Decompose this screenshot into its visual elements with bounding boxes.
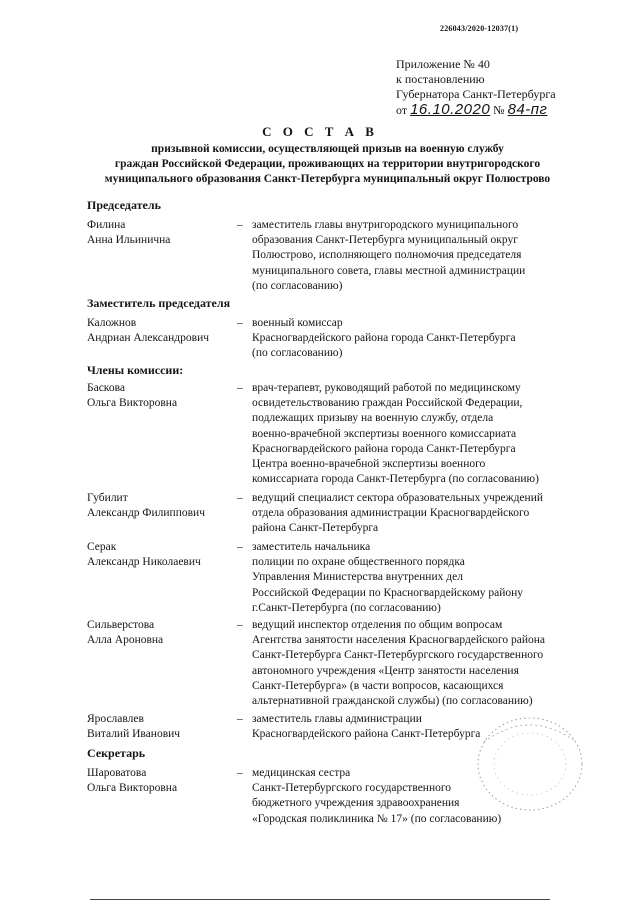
role-line: муниципального совета, главы местной администрации: [252, 264, 526, 277]
given-names: Александр Николаевич: [87, 556, 201, 569]
given-names: Анна Ильинична: [87, 234, 171, 247]
surname: Баскова: [87, 382, 125, 394]
surname: Сильверстова: [87, 619, 155, 631]
dash: –: [237, 767, 243, 779]
given-names: Виталий Иванович: [87, 728, 181, 741]
dash: –: [237, 219, 243, 231]
subtitle-line: муниципального образования Санкт-Петербурга муниципальный округ Полюстрово: [104, 173, 551, 185]
decree-number: 84-пг: [507, 101, 548, 118]
given-names: Александр Филиппович: [87, 507, 205, 520]
member-role: [252, 491, 622, 537]
member-name: [87, 381, 237, 411]
role-line: Санкт-Петербурга» (в части вопросов, касающихся: [252, 679, 504, 692]
role-line: ведущий специалист сектора образовательных учреждений: [252, 492, 544, 504]
member-name: [87, 766, 237, 796]
given-names: Алла Ароновна: [87, 634, 164, 647]
dash: –: [237, 492, 243, 504]
member-role: [252, 316, 622, 362]
dash: –: [237, 541, 243, 553]
role-line: Санкт-Петербургского государственного: [252, 782, 452, 795]
document-title: С О С Т А В: [262, 124, 378, 139]
seal-stamp: [470, 712, 590, 817]
dash: –: [237, 713, 243, 725]
section-chair: Председатель: [87, 198, 161, 212]
surname: Ярославлев: [87, 713, 144, 725]
member-role: [252, 618, 622, 709]
role-line: отдела образования администрации Красногвардейского: [252, 507, 530, 520]
member-role: [252, 218, 622, 294]
role-line: военно-врачебной экспертизы военного комиссариата: [252, 427, 517, 440]
appendix-block: [396, 57, 556, 118]
given-names: Андриан Александрович: [87, 332, 210, 345]
member-name: [87, 218, 237, 248]
bottom-rule: [90, 899, 550, 900]
document-number: 226043/2020-12037(1): [440, 24, 519, 33]
role-line: заместитель начальника: [252, 541, 371, 553]
role-line: Центра военно-врачебной экспертизы военного: [252, 458, 486, 471]
role-line: медицинская сестра: [252, 767, 351, 779]
role-line: Управления Министерства внутренних дел: [252, 571, 463, 584]
dash: –: [237, 619, 243, 631]
role-line: Красногвардейского района Санкт-Петербурга: [252, 728, 481, 741]
section-deputy: Заместитель председателя: [87, 296, 231, 310]
document-subtitle: [60, 142, 595, 187]
subtitle-line: граждан Российской Федерации, проживающих на территории внутригородского: [114, 158, 541, 170]
role-line: освидетельствованию граждан Российской Федерации,: [252, 397, 523, 410]
section-members: Члены комиссии:: [87, 363, 184, 377]
member-name: [87, 316, 237, 346]
role-line: Санкт-Петербурга Санкт-Петербургского государственного: [252, 649, 544, 662]
role-line: бюджетного учреждения здравоохранения: [252, 797, 460, 810]
member-role: [252, 381, 622, 487]
role-line: Российской Федерации по Красногвардейскому району: [252, 586, 524, 599]
appendix-line-1: Приложение № 40: [396, 57, 490, 71]
role-line: подлежащих призыву на военную службу, отдела: [252, 412, 494, 425]
decree-date: 16.10.2020: [410, 101, 491, 118]
surname: Шароватова: [87, 767, 147, 779]
role-line: Красногвардейского района города Санкт-Петербурга: [252, 332, 516, 345]
role-line: заместитель главы администрации: [252, 713, 422, 725]
surname: Каложнов: [87, 317, 137, 329]
surname: Серак: [87, 541, 117, 553]
surname: Филина: [87, 219, 126, 231]
date-prefix: от: [396, 103, 408, 117]
member-name: [87, 540, 237, 570]
dash: –: [237, 317, 243, 329]
role-line: заместитель главы внутригородского муниципального: [252, 219, 519, 231]
surname: Губилит: [87, 492, 128, 504]
member-name: [87, 491, 237, 521]
member-name: [87, 618, 237, 648]
role-line: (по согласованию): [252, 347, 343, 360]
role-line: альтернативной гражданской службы) (по согласованию): [252, 695, 533, 708]
member-name: [87, 712, 237, 742]
section-secretary: Секретарь: [87, 746, 146, 760]
appendix-line-2: к постановлению: [396, 72, 485, 86]
role-line: Агентства занятости населения Красногвардейского района: [252, 634, 546, 647]
role-line: (по согласованию): [252, 279, 343, 292]
member-role: [252, 540, 622, 616]
role-line: комиссариата города Санкт-Петербурга (по согласованию): [252, 473, 539, 486]
number-prefix: №: [493, 103, 505, 117]
dash: –: [237, 382, 243, 394]
role-line: ведущий инспектор отделения по общим вопросам: [252, 619, 503, 631]
role-line: района Санкт-Петербурга: [252, 522, 379, 535]
subtitle-line: призывной комиссии, осуществляющей призыв на военную службу: [151, 143, 504, 155]
given-names: Ольга Викторовна: [87, 782, 178, 795]
given-names: Ольга Викторовна: [87, 397, 178, 410]
role-line: «Городская поликлиника № 17» (по согласованию): [252, 812, 502, 825]
role-line: Красногвардейского района города Санкт-Петербурга: [252, 442, 516, 455]
role-line: полиции по охране общественного порядка: [252, 556, 465, 569]
role-line: Полюстрово, исполняющего полномочия председателя: [252, 249, 522, 262]
appendix-date-line: [396, 102, 556, 118]
role-line: автономного учреждения «Центр занятости населения: [252, 664, 519, 677]
role-line: г.Санкт-Петербурга (по согласованию): [252, 601, 441, 614]
appendix-line-3: Губернатора Санкт-Петербурга: [396, 87, 556, 101]
role-line: врач-терапевт, руководящий работой по медицинскому: [252, 382, 521, 394]
role-line: военный комиссар: [252, 317, 343, 329]
role-line: образования Санкт-Петербурга муниципальный округ: [252, 234, 518, 247]
